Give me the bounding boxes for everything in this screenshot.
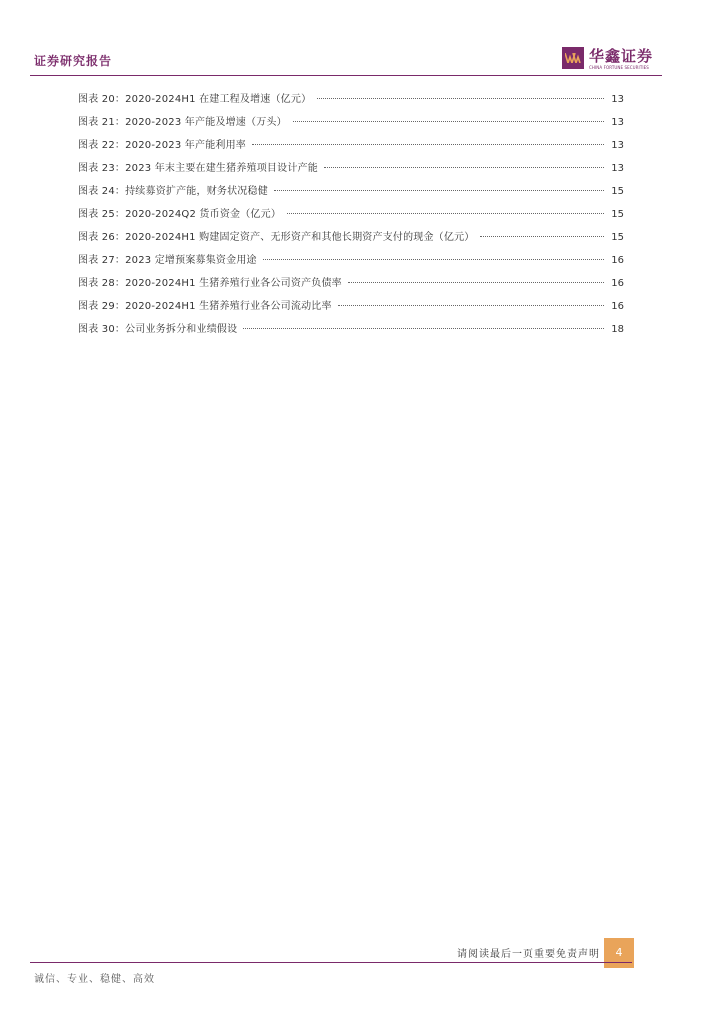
toc-dot-leader bbox=[274, 190, 604, 191]
toc-entry-label: 图表 21：2020-2023 年产能及增速（万头） bbox=[78, 117, 287, 128]
logo-text: 华鑫证券 bbox=[589, 47, 654, 65]
toc-entry[interactable] bbox=[78, 113, 624, 136]
toc-entry-page: 16 bbox=[611, 255, 624, 266]
toc-dot-leader bbox=[338, 305, 604, 306]
toc-entry[interactable] bbox=[78, 320, 624, 343]
toc-entry-label: 图表 29：2020-2024H1 生猪养殖行业各公司流动比率 bbox=[78, 301, 332, 312]
toc-entry-page: 16 bbox=[611, 278, 624, 289]
toc-entry[interactable] bbox=[78, 251, 624, 274]
toc-entry-page: 13 bbox=[611, 163, 624, 174]
footer-tagline: 诚信、专业、稳健、高效 bbox=[34, 974, 155, 985]
toc-entry-label: 图表 27：2023 定增预案募集资金用途 bbox=[78, 255, 257, 266]
toc-dot-leader bbox=[324, 167, 604, 168]
toc-entry[interactable] bbox=[78, 136, 624, 159]
toc-entry-label: 图表 30：公司业务拆分和业绩假设 bbox=[78, 324, 238, 335]
logo-mark-icon bbox=[562, 47, 584, 69]
toc-entry-page: 15 bbox=[611, 232, 624, 243]
toc-dot-leader bbox=[252, 144, 604, 145]
disclaimer-notice: 请阅读最后一页重要免责声明 bbox=[457, 949, 600, 960]
toc-dot-leader bbox=[263, 259, 604, 260]
toc-entry[interactable] bbox=[78, 182, 624, 205]
toc-entry[interactable] bbox=[78, 159, 624, 182]
toc-entry[interactable] bbox=[78, 274, 624, 297]
figure-list bbox=[78, 90, 624, 343]
toc-entry-page: 13 bbox=[611, 140, 624, 151]
toc-dot-leader bbox=[287, 213, 604, 214]
footer-divider bbox=[30, 962, 632, 963]
header-divider bbox=[30, 75, 662, 76]
toc-entry[interactable] bbox=[78, 297, 624, 320]
toc-entry[interactable] bbox=[78, 205, 624, 228]
toc-entry-label: 图表 20：2020-2024H1 在建工程及增速（亿元） bbox=[78, 94, 312, 105]
toc-entry-page: 15 bbox=[611, 209, 624, 220]
toc-entry[interactable] bbox=[78, 228, 624, 251]
toc-entry-label: 图表 23：2023 年末主要在建生猪养殖项目设计产能 bbox=[78, 163, 318, 174]
toc-entry-label: 图表 28：2020-2024H1 生猪养殖行业各公司资产负债率 bbox=[78, 278, 342, 289]
toc-entry-label: 图表 22：2020-2023 年产能利用率 bbox=[78, 140, 246, 151]
toc-entry[interactable] bbox=[78, 90, 624, 113]
toc-dot-leader bbox=[480, 236, 604, 237]
company-logo bbox=[562, 46, 662, 72]
toc-entry-label: 图表 25：2020-2024Q2 货币资金（亿元） bbox=[78, 209, 282, 220]
toc-dot-leader bbox=[293, 121, 604, 122]
toc-entry-page: 13 bbox=[611, 117, 624, 128]
page-number: 4 bbox=[604, 938, 634, 968]
toc-entry-label: 图表 24：持续募资扩产能，财务状况稳健 bbox=[78, 186, 268, 197]
logo-subtext: CHINA FORTUNE SECURITIES bbox=[589, 65, 649, 70]
toc-entry-label: 图表 26：2020-2024H1 购建固定资产、无形资产和其他长期资产支付的现金（亿元） bbox=[78, 232, 475, 243]
toc-entry-page: 13 bbox=[611, 94, 624, 105]
toc-dot-leader bbox=[348, 282, 604, 283]
toc-entry-page: 15 bbox=[611, 186, 624, 197]
report-type-label: 证券研究报告 bbox=[34, 54, 113, 68]
toc-dot-leader bbox=[317, 98, 604, 99]
toc-entry-page: 18 bbox=[611, 324, 624, 335]
toc-dot-leader bbox=[243, 328, 604, 329]
toc-entry-page: 16 bbox=[611, 301, 624, 312]
